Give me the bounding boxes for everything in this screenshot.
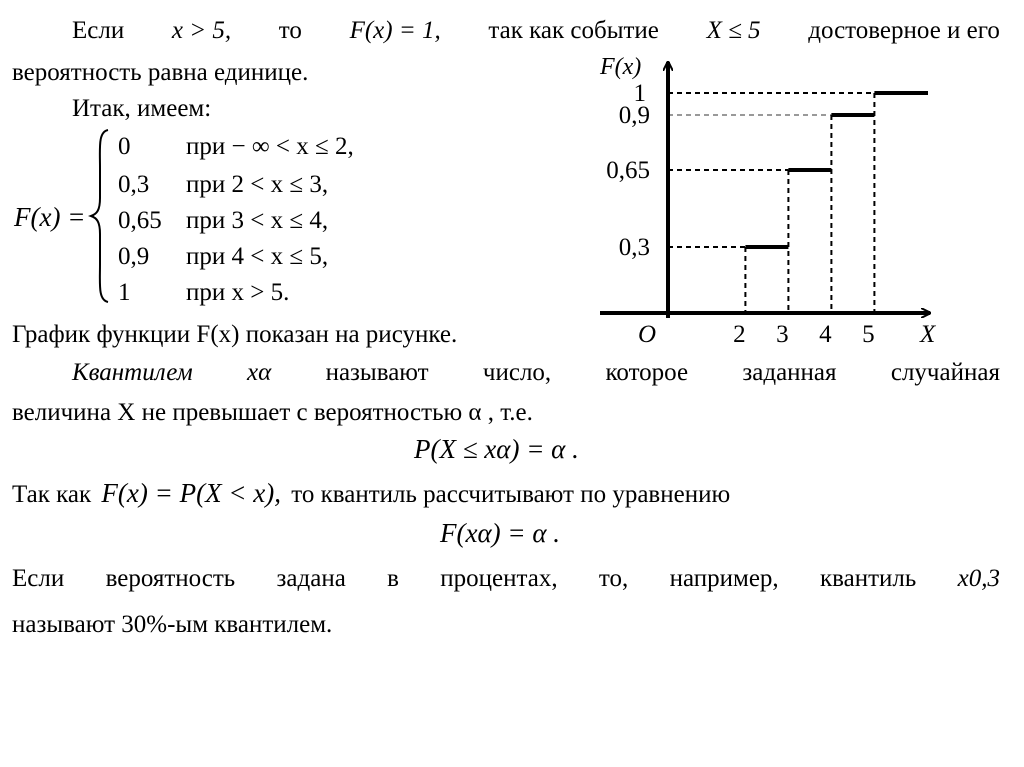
x-tick-label: 4 bbox=[819, 321, 832, 348]
percent-line2: называют 30%-ым квантилем. bbox=[12, 611, 333, 638]
piecewise-value: 1 bbox=[118, 279, 131, 306]
word: задана bbox=[276, 565, 346, 592]
y-tick-label: 0,9 bbox=[618, 102, 650, 129]
math-inline: xα bbox=[247, 359, 272, 386]
word: Если bbox=[12, 565, 65, 592]
since-suffix: то квантиль рассчитывают по уравнению bbox=[291, 481, 731, 508]
word: например, bbox=[669, 565, 779, 592]
word: так как событие bbox=[488, 17, 659, 44]
para1-line1 bbox=[72, 18, 1000, 43]
word: заданная bbox=[742, 359, 837, 386]
y-tick-label: 0,65 bbox=[606, 157, 650, 184]
word: в bbox=[387, 565, 399, 592]
x-tick-label: 2 bbox=[733, 321, 746, 348]
word: то, bbox=[598, 565, 629, 592]
word: которое bbox=[605, 359, 689, 386]
since-line bbox=[12, 480, 730, 507]
word: вероятность bbox=[105, 565, 236, 592]
formula-quantile: P(X ≤ xα) = α . bbox=[414, 434, 579, 464]
word: квантиль bbox=[820, 565, 917, 592]
y-tick-label: 0,3 bbox=[618, 234, 650, 261]
math-inline: X ≤ 5 bbox=[706, 17, 761, 44]
math-inline: F(x) = 1, bbox=[349, 17, 441, 44]
intro-text: Итак, имеем: bbox=[72, 95, 212, 122]
word: случайная bbox=[890, 359, 1000, 386]
piecewise-value: 0,3 bbox=[118, 171, 150, 198]
piecewise-value: 0 bbox=[118, 133, 131, 160]
piecewise-cond: при 3 < x ≤ 4, bbox=[186, 207, 329, 234]
piecewise-cond: при − ∞ < x ≤ 2, bbox=[186, 133, 354, 160]
piecewise-lhs: F(x) = bbox=[14, 202, 86, 232]
word: называют bbox=[325, 359, 429, 386]
cdf-step-chart bbox=[590, 50, 950, 360]
word: число, bbox=[482, 359, 552, 386]
word: Если bbox=[72, 17, 125, 44]
y-tick-label: 1 bbox=[633, 80, 646, 107]
term-quantile: Квантилем bbox=[72, 359, 193, 386]
word: то bbox=[278, 17, 302, 44]
piecewise-value: 0,9 bbox=[118, 243, 150, 270]
quantile-def-line2: величина X не превышает с вероятностью α , т.е. bbox=[12, 399, 533, 426]
quantile-def-line1 bbox=[72, 360, 1000, 385]
left-brace bbox=[88, 128, 112, 304]
origin-label: O bbox=[638, 321, 657, 348]
y-axis-label: F(x) bbox=[600, 54, 642, 80]
x-tick-label: 5 bbox=[862, 321, 875, 348]
piecewise-cond: при 2 < x ≤ 3, bbox=[186, 171, 329, 198]
since-prefix: Так как bbox=[12, 481, 92, 508]
piecewise-cond: при 4 < x ≤ 5, bbox=[186, 243, 329, 270]
word: процентах, bbox=[440, 565, 558, 592]
math-inline: x > 5, bbox=[171, 17, 232, 44]
word: достоверное и его bbox=[808, 17, 1000, 44]
formula-equation: F(xα) = α . bbox=[440, 518, 561, 548]
since-formula: F(x) = P(X < x), bbox=[101, 478, 282, 508]
piecewise-value: 0,65 bbox=[118, 207, 162, 234]
x-tick-label: 3 bbox=[776, 321, 789, 348]
graph-caption: График функции F(x) показан на рисунке. bbox=[12, 321, 458, 348]
para1-line2: вероятность равна единице. bbox=[12, 59, 309, 86]
piecewise-cond: при x > 5. bbox=[186, 279, 290, 306]
x-axis-label: X bbox=[920, 321, 936, 348]
percent-line1 bbox=[12, 566, 1000, 591]
math-inline: x0,3 bbox=[957, 565, 1000, 592]
